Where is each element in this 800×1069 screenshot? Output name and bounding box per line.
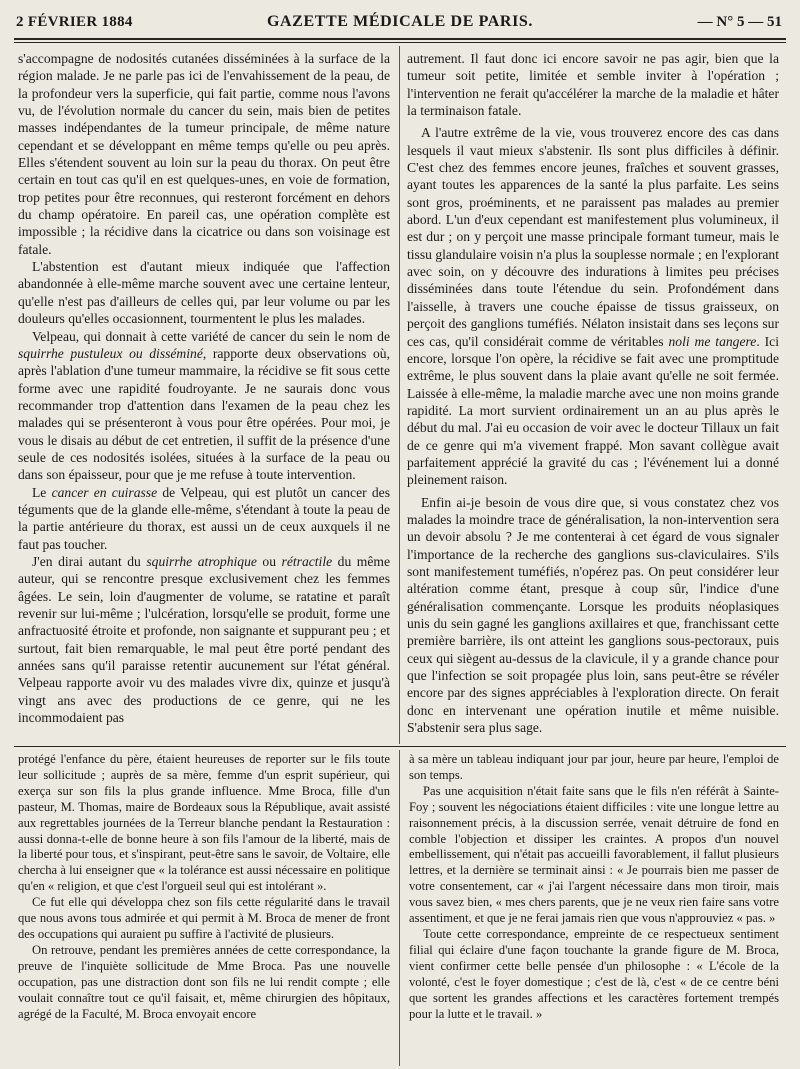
paragraph: [407, 124, 779, 488]
paragraph: à sa mère un tableau indiquant jour par jour, heure par heure, l'emploi de son temps.: [409, 752, 779, 782]
paragraph: Toute cette correspondance, empreinte de ce respectueux sentiment filial qui éclaire d'une façon touchante la grande figure de M. Broca, vient confirmer cette belle pensée d'un philosophe : « L'école de la volonté, c'est le foyer domestique ; c'est de là, c'est « de ce centre béni que sortent les grandes affections et les caractères fortement trempés pour la lutte et le travail. »: [409, 926, 779, 1021]
italic-term: rétractile: [281, 553, 333, 569]
italic-term: squirrhe atrophique: [146, 553, 257, 569]
header-rule-thick: [14, 38, 786, 40]
italic-term: noli me tangere: [668, 333, 757, 349]
paragraph: L'abstention est d'autant mieux indiquée que l'affection abandonnée à elle-même marche souvent avec une certaine lenteur, qu'elle n'est pas d'ailleurs de celles qui, par leur volume ou par les douleurs qu'elles occasionnent, tourmentent le plus les malades.: [18, 259, 390, 327]
paragraph: [18, 328, 390, 484]
article-column-left: [18, 50, 390, 742]
text: Velpeau, qui donnait à cette variété de cancer du sein le nom de: [32, 328, 390, 344]
paragraph: [18, 484, 390, 553]
feuilleton-column-left: [18, 752, 390, 1064]
text: du même auteur, qui se rencontre presque exclusivement chez les femmes âgées. Le sein, loin d'augmenter de volume, se ratatine et paraît revenir sur lui-même ; l'ulcération, lorsqu'elle se produit, forme une anfractuosité étroite et profonde, non saignante et suppurant peu ; et surtout, fait bien remarquable, le mal peut être porté pendant des années sans qu'il paraisse retentir aucunement sur l'état général. Velpeau rapporte avoir vu des malades vivre dix, quinze et jusqu'à vingt ans avec des productions de ce genre, qui ne les incommodaient pas: [18, 553, 390, 726]
text: Le: [32, 484, 52, 500]
paragraph: Ce fut elle qui développa chez son fils cette régularité dans le travail que nous avons tous admirée et qui permit à M. Broca de mener de front des occupations qui auraient pu suffire à l'activité de plusieurs.: [18, 895, 390, 941]
issue-page-number: — N° 5 — 51: [697, 14, 782, 30]
text: J'en dirai autant du: [32, 553, 147, 569]
paragraph: Pas une acquisition n'était faite sans que le fils n'en référât à Sainte-Foy ; souvent les négociations étaient difficiles : vite une longue lettre au raisonnement précis, à la discussion serrée, venait détruire de fond en comble l'objection et dissiper les craintes. A propos d'un nouvel embellissement, qui n'était pas accueilli favorablement, il fallut plusieurs lettres, et la dernière se terminait ainsi : « Je pourrais bien me passer de votre consentement, car « j'ai l'argent nécessaire dans mon tiroir, mais vous savez bien, « mes chers parents, que je ne veux rien faire sans votre assentiment, et que je ne ferai jamais rien que vous n'approuviez « pas. »: [409, 783, 779, 926]
paragraph: autrement. Il faut donc ici encore savoir ne pas agir, bien que la tumeur soit petite, limitée et semble inviter à l'opération ; l'intervention ne ferait qu'accélérer la marche de la maladie et hâter la terminaison fatale.: [407, 51, 779, 119]
text: ou: [256, 553, 282, 569]
text: , rapporte deux observations où, après l'ablation d'une tumeur mammaire, la récidive se fit sous cette forme avec une rapidité foudroyante. Je ne saurais donc vous recommander trop d'attention dans l'examen de la peau chez les malades qui se présenteront à vous pour être opérées. Pour moi, je vous le disais au début de cet entretien, il suffit de la présence d'une seule de ces nodosités isolées, situées à la surface de la peau ou dans son épaisseur, pour que je me refuse à toute intervention.: [18, 345, 390, 483]
paragraph: [18, 553, 390, 726]
paragraph: protégé l'enfance du père, étaient heureuses de reporter sur le fils toute leur sollicitude ; auprès de sa mère, femme d'un esprit supérieur, qui exerça sur son fils la plus grande influence. Mme Broca, fille d'un pasteur, M. Thomas, maire de Bordeaux sous la République, avait assisté aux regrettables journées de la Terreur blanche pendant la Restauration : aussi donna-t-elle de bonne heure à son fils l'amour de la liberté, mais de la liberté pour tous, et s'inspirant, peut-être sans le savoir, de Voltaire, elle chercha à lui enseigner que « la tolérance est aussi nécessaire en politique qu'en « religion, et que c'est l'orgueil seul qui est intolérant ».: [18, 752, 390, 894]
feuilleton-column-divider: [399, 750, 400, 1066]
journal-title: GAZETTE MÉDICALE DE PARIS.: [266, 13, 533, 30]
article-column-right: [407, 50, 779, 742]
italic-term: cancer en cuirasse: [51, 484, 158, 500]
paragraph: s'accompagne de nodosités cutanées disséminées à la surface de la région malade. Je ne parle pas ici de l'envahissement de la peau, de la profondeur vers la superficie, qui fait partie, comme nous l'avons vu, de l'évolution normale du cancer du sein, mais bien de petites masses indépendantes de la tumeur principale, de même nature cependant et se développant en même temps qu'elle ou peu après. Elles s'étendent souvent au loin sur la peau du thorax. On peut être certain en tout cas qu'il en est quelques-unes, en voie de formation, trop petites pour être reconnues, qui resteront forcément en dehors du champ opératoire. En pareil cas, une opération complète est impossible ; la récidive dans la cicatrice ou dans son voisinage est fatale.: [18, 51, 390, 257]
paragraph: On retrouve, pendant les premières années de cette correspondance, la preuve de l'inquiète sollicitude de Mme Broca. Pas une nouvelle occupation, pas une distraction dont son fils ne lui rendit compte ; elle voulait connaître tout ce qu'il faisait, et, même chirurgien des hôpitaux, agrégé de la Faculté, M. Broca envoyait encore: [18, 942, 390, 1021]
feuilleton-column-right: [409, 752, 779, 1064]
feuilleton-separator: [14, 746, 786, 747]
issue-date: 2 FÉVRIER 1884: [16, 14, 133, 30]
text: . Ici encore, lorsque l'on opère, la récidive se fait avec une promptitude extrême, le plus souvent dans la plaie avant qu'elle ne soit fermée. Laissée à elle-même, la maladie marche avec une non moins grande rapidité. La mort survient ordinairement un an au plus après le début du mal. J'ai eu occasion de voir avec le docteur Tillaux un fait de ce genre qui m'a vivement frappé. Mon savant collègue avait parfaitement apprécié la gravité du cas ; l'événement lui a donné pleinement raison.: [407, 333, 779, 488]
page-header: [14, 12, 786, 36]
header-rule-thin: [14, 42, 786, 43]
italic-term: squirrhe pustuleux ou disséminé: [18, 345, 203, 361]
paragraph: Enfin ai-je besoin de vous dire que, si vous constatez chez vos malades la moindre trace de généralisation, la non-intervention sera un devoir absolu ? Je me contenterai à cet égard de vous signaler l'importance de la recherche des ganglions sus-claviculaires. S'ils sont manifestement tuméfiés, n'opérez pas. On peut considérer leur altération comme étant, presque à coup sûr, l'indice d'une généralisation commençante. Lorsque les produits néoplasiques unis du sein gagné les ganglions axillaires et que, franchissant cette première barrière, ils ont atteint les ganglions sous-pectoraux, puis ceux qui siègent au-dessus de la clavicule, il y a grande chance pour que l'infection se soit propagée plus loin, sans peut-être se révéler encore par des signes appréciables à l'exploration directe. On ferait donc en intervenant une opération inutile et même nuisible. S'abstenir sera plus sage.: [407, 494, 779, 736]
text: de Velpeau, qui est plutôt un cancer des téguments que de la glande elle-même, s'étendant à toute la peau de la partie antérieure du thorax, est aussi un de ceux auxquels il ne faut pas toucher.: [18, 484, 390, 552]
column-divider: [399, 46, 400, 744]
text: A l'autre extrême de la vie, vous trouverez encore des cas dans lesquels il vaut mieux s'abstenir. Ils sont plus difficiles à définir. C'est chez des femmes encore jeunes, fraîches et souvent grasses, ayant toutes les apparences de la santé la plus parfaite. Les seins sont gros, proéminents, et ne paraissent pas malades au premier abord. L'un d'eux cependant est manifestement plus volumineux, il est dur ; on y perçoit une masse principale formant tumeur, mais le tissu glandulaire voisin n'a plus la souplesse normale ; en l'explorant avec soin, on y découvre des indurations à limites peu précises disséminées dans toute l'étendue du sein. Profondément dans l'aisselle, à travers une couche épaisse de tissus graisseux, on perçoit des ganglions tuméfiés. Nélaton insistait dans ses leçons sur ces cas, qu'il considérait comme de véritables: [407, 125, 779, 349]
